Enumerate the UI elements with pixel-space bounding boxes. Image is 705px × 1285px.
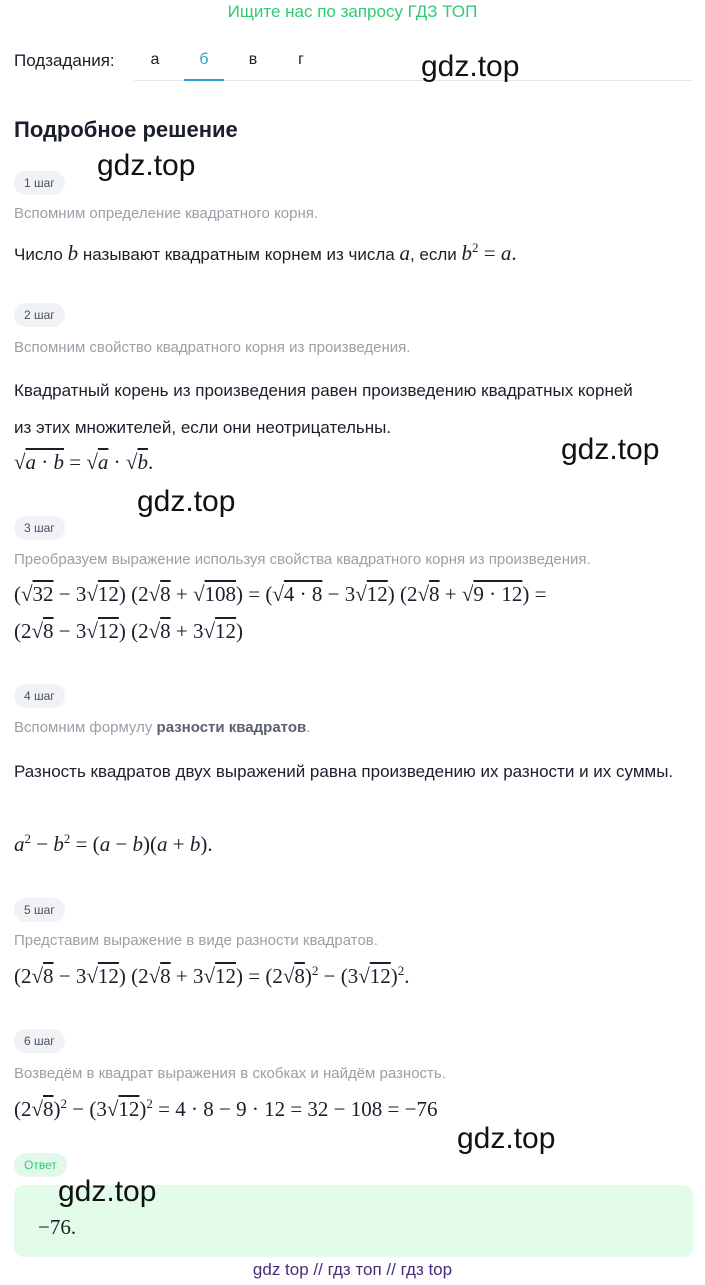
text-fragment: называют квадратным корнем из числа xyxy=(82,245,395,264)
hint-fragment: Вспомним формулу xyxy=(14,719,157,736)
text-fragment: , если xyxy=(409,245,457,264)
formula: $a^2 - b^2 = (a - b)(a + b)$. xyxy=(14,831,213,856)
hint-fragment: . xyxy=(306,719,311,736)
subtasks-label: Подзадания: xyxy=(14,51,115,70)
step-hint: Преобразуем выражение используя свойства квадратного корня из произведения. xyxy=(14,551,591,568)
step-badge: 5 шаг xyxy=(14,898,65,922)
step-hint: Вспомним свойство квадратного корня из произведения. xyxy=(14,339,411,356)
footer-links[interactable]: gdz top // гдз топ // гдз top xyxy=(252,1260,453,1279)
watermark: gdz.top xyxy=(457,1122,556,1155)
step-hint: Возведём в квадрат выражения в скобках и найдём разность. xyxy=(14,1065,446,1082)
formula: (2√8 − 3√12) $(2√8 + 3√12) = (2√8)^2 - (3√12)^2$. xyxy=(14,963,410,988)
answer-value: −76. xyxy=(38,1215,77,1239)
step-hint: Представим выражение в виде разности квадратов. xyxy=(14,932,378,949)
text-fragment: Число xyxy=(14,245,63,264)
watermark: gdz.top xyxy=(561,433,660,466)
tab-g[interactable]: г xyxy=(298,51,304,68)
tab-b[interactable]: б xyxy=(184,51,224,69)
step-badge: 1 шаг xyxy=(14,171,65,195)
formula: (2√8 − 3√12) (2√8 + 3√12) xyxy=(14,619,244,643)
step-badge: 3 шаг xyxy=(14,516,65,540)
watermark: gdz.top xyxy=(137,485,236,518)
step-badge: 4 шаг xyxy=(14,684,65,708)
formula: $(2√8)^2 - (3√12)^2 = 4 \cdot 8 - 9 \cdot 12 = 32 - 108 = -76$ xyxy=(14,1096,438,1121)
hint-bold: разности квадратов xyxy=(156,719,307,736)
answer-badge: Ответ xyxy=(14,1153,67,1177)
formula: √a · b = √a · √b. xyxy=(14,450,154,474)
step-badge: 6 шаг xyxy=(14,1029,65,1053)
watermark: gdz.top xyxy=(421,50,520,83)
step-hint xyxy=(14,719,310,736)
promo-banner[interactable]: Ищите нас по запросу ГДЗ ТОП xyxy=(227,2,478,21)
step-text: Число b называют квадратным корнем из числа a, если $b^2 = a$. xyxy=(14,240,517,265)
step-badge: 2 шаг xyxy=(14,303,65,327)
tab-v[interactable]: в xyxy=(248,51,258,68)
tab-a[interactable]: а xyxy=(150,51,160,68)
formula: (√32 − 3√12) (2√8 + √108) = (√4 · 8 − 3√12) (2√8 + √9 · 12) = xyxy=(14,582,547,606)
page-title: Подробное решение xyxy=(14,117,238,142)
step-text: Разность квадратов двух выражений равна произведению их разности и их суммы. xyxy=(14,762,674,781)
watermark: gdz.top xyxy=(97,149,196,182)
watermark: gdz.top xyxy=(58,1175,157,1208)
step-hint: Вспомним определение квадратного корня. xyxy=(14,205,319,222)
step-text: Квадратный корень из произведения равен произведению квадратных корней из этих множителей, если они неотрицательны. xyxy=(14,381,633,437)
